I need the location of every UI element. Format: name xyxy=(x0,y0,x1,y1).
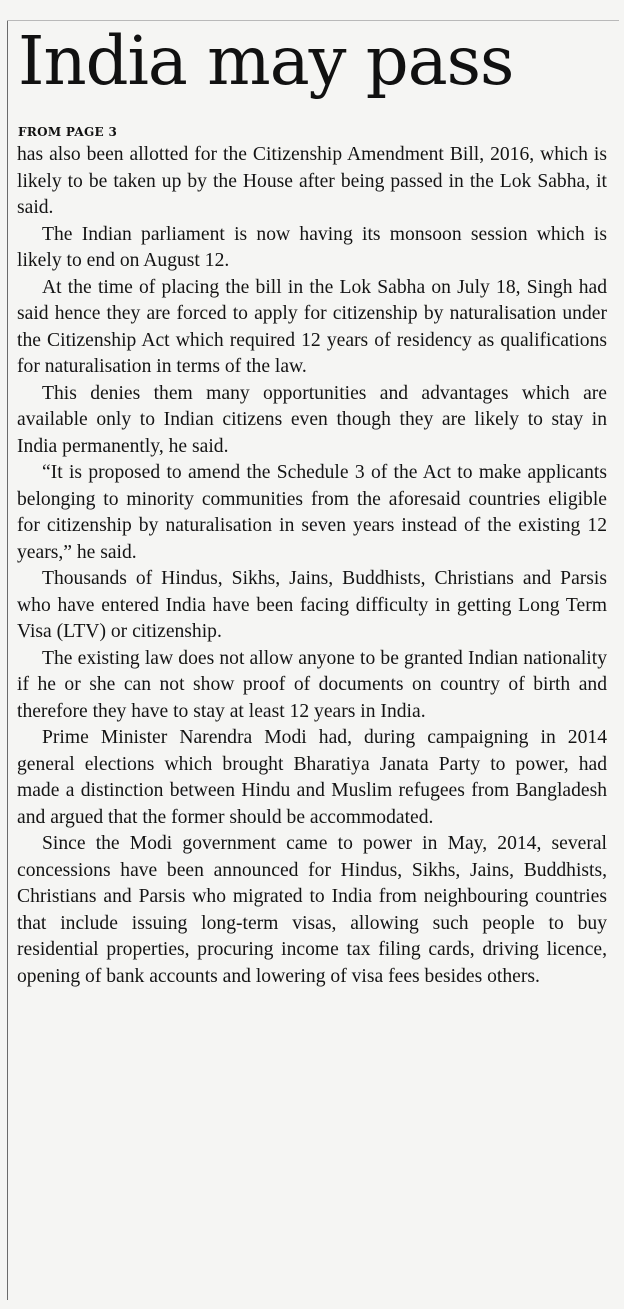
article-paragraph: Since the Modi government came to power in May, 2014, several concessions have been announced for Hindus, Sikhs, Jains, Buddhists, Christians and Parsis who migrated to India from neighbouring countries that include issuing long-term visas, allowing such people to buy residential properties, procuring income tax filing cards, driving licence, opening of bank accounts and lowering of visa fees besides others. xyxy=(17,833,607,987)
article-paragraph: The existing law does not allow anyone to be granted Indian nationality if he or she can not show proof of documents on country of birth and therefore they have to stay at least 12 years in India. xyxy=(17,647,607,722)
article-paragraph: Prime Minister Narendra Modi had, during campaigning in 2014 general elections which brought Bharatiya Janata Party to power, had made a distinction between Hindu and Muslim refugees from Bangladesh and argued that the former should be accommodated. xyxy=(17,727,607,828)
article-paragraph: has also been allotted for the Citizenship Amendment Bill, 2016, which is likely to be taken up by the House after being passed in the Lok Sabha, it said. xyxy=(17,144,607,218)
column-rule-left xyxy=(7,20,8,1300)
column-rule-top xyxy=(7,20,619,21)
article-paragraph: This denies them many opportunities and advantages which are available only to Indian citizens even though they are likely to stay in India permanently, he said. xyxy=(17,382,607,457)
article-paragraph: At the time of placing the bill in the Lok Sabha on July 18, Singh had said hence they are forced to apply for citizenship by naturalisation under the Citizenship Act which required 12 years of residency as qualifications for naturalisation in terms of the law. xyxy=(17,276,607,377)
article-paragraph: The Indian parliament is now having its monsoon session which is likely to end on August 12. xyxy=(17,223,607,271)
article-paragraph: “It is proposed to amend the Schedule 3 of the Act to make applicants belonging to minority communities from the aforesaid countries eligible for citizenship by naturalisation in seven years instead of the existing 12 years,” he said. xyxy=(17,462,607,563)
article-paragraph: Thousands of Hindus, Sikhs, Jains, Buddhists, Christians and Parsis who have entered India have been facing difficulty in getting Long Term Visa (LTV) or citizenship. xyxy=(17,568,607,642)
jump-line: FROM PAGE 3 xyxy=(18,125,118,139)
article-body xyxy=(17,142,607,990)
headline: India may pass xyxy=(18,22,514,100)
